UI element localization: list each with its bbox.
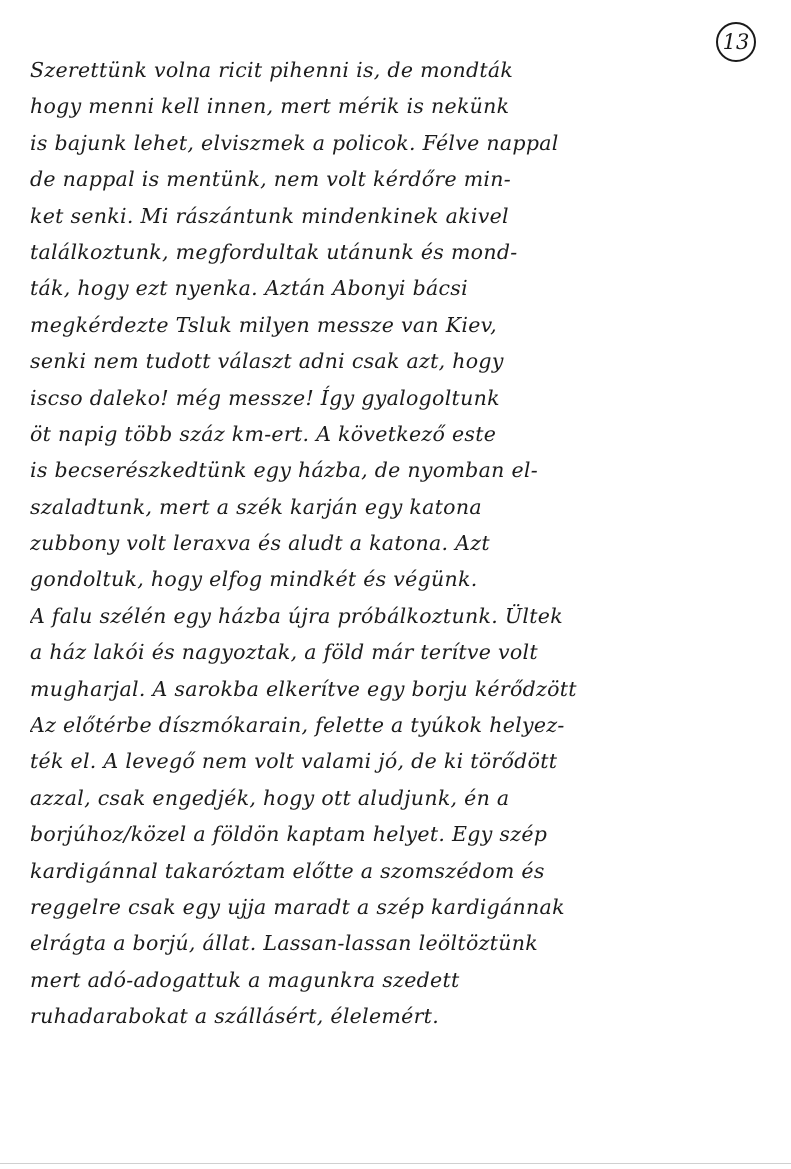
text-line: kardigánnal takaróztam előtte a szomszédom és (30, 858, 545, 883)
text-line: ták, hogy ezt nyenka. Aztán Abonyi bácsi (30, 276, 468, 301)
text-line: zubbony volt leraxva és aludt a katona. Azt (30, 531, 490, 556)
text-line: elrágta a borjú, állat. Lassan-lassan leöltöztünk (30, 931, 538, 956)
text-line: azzal, csak engedjék, hogy ott aludjunk, én a (30, 785, 510, 810)
handwritten-text-block (30, 52, 770, 1035)
text-line: iscso daleko! még messze! Így gyalogoltunk (30, 385, 500, 410)
text-line: A falu szélén egy házba újra próbálkoztunk. Ültek (30, 603, 563, 628)
text-line: is becserészkedtünk egy házba, de nyomban el- (30, 458, 538, 483)
text-line: Az előtérbe díszmókarain, felette a tyúkok helyez- (30, 713, 565, 738)
text-line: hogy menni kell innen, mert mérik is nekünk (30, 94, 510, 119)
text-line: megkérdezte Tsluk milyen messze van Kiev, (30, 312, 497, 337)
text-line: is bajunk lehet, elviszmek a policok. Félve nappal (30, 130, 559, 155)
page-number: 13 (716, 22, 756, 62)
text-line: borjúhoz/közel a földön kaptam helyet. Egy szép (30, 822, 548, 847)
text-line: öt napig több száz km-ert. A következő este (30, 421, 497, 446)
text-line: gondoltuk, hogy elfog mindkét és végünk. (30, 567, 478, 592)
page-edge-line (0, 1163, 791, 1164)
text-line: a ház lakói és nagyoztak, a föld már terítve volt (30, 640, 538, 665)
text-line: de nappal is mentünk, nem volt kérdőre min- (30, 167, 512, 192)
text-line: Szerettünk volna ricit pihenni is, de mondták (30, 58, 514, 82)
text-line: reggelre csak egy ujja maradt a szép kardigánnak (30, 894, 565, 919)
text-line: találkoztunk, megfordultak utánunk és mond- (30, 239, 518, 264)
text-line: mugharjal. A sarokba elkerítve egy borju kérődzött (30, 676, 577, 701)
text-line: ket senki. Mi rászántunk mindenkinek akivel (30, 203, 509, 228)
text-line: ték el. A levegő nem volt valami jó, de ki törődött (30, 749, 558, 774)
text-line: szaladtunk, mert a szék karján egy katona (30, 494, 482, 519)
text-line: senki nem tudott választ adni csak azt, hogy (30, 349, 504, 374)
text-line: ruhadarabokat a szállásért, élelemért. (30, 1004, 440, 1029)
text-line: mert adó-adogattuk a magunkra szedett (30, 967, 460, 992)
